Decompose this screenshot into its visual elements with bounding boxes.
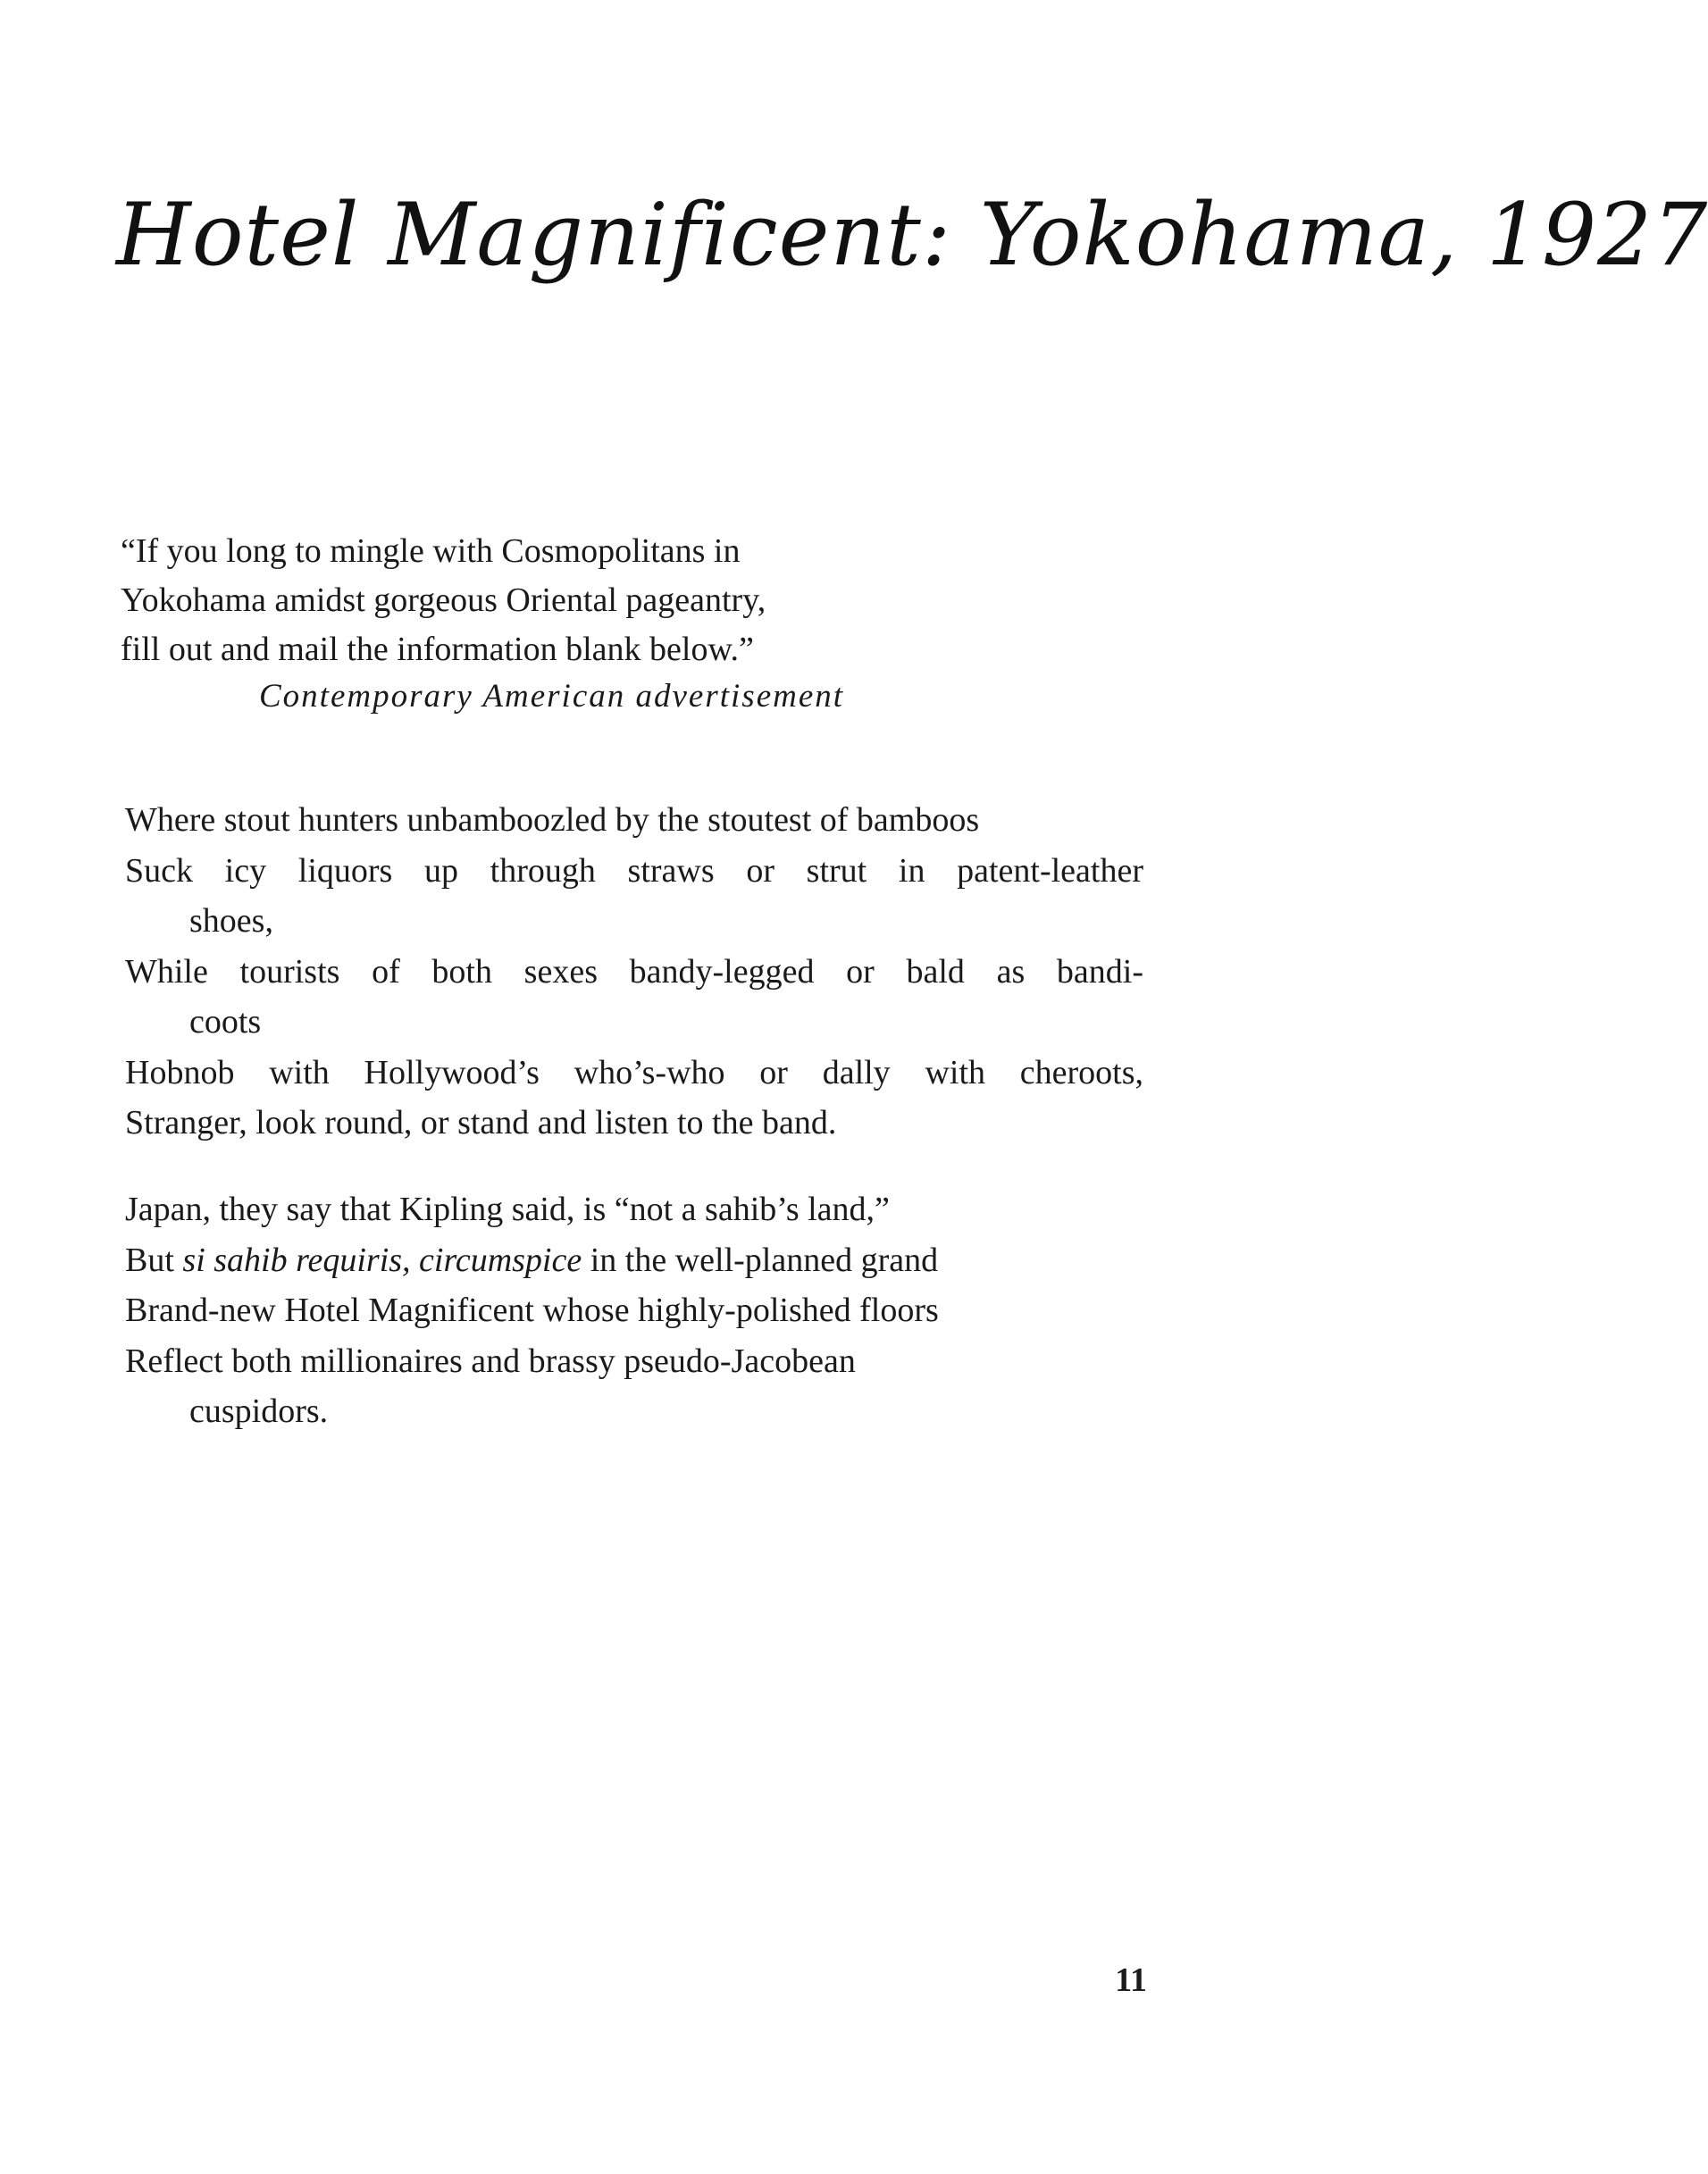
verse-line: Stranger, look round, or stand and listen to the band. bbox=[125, 1104, 837, 1141]
verse-line: Hobnob with Hollywood’s who’s-who or dally with cheroots, bbox=[125, 1053, 1143, 1091]
epigraph-line: “If you long to mingle with Cosmopolitans in bbox=[121, 532, 741, 570]
verse-text: But bbox=[125, 1241, 183, 1279]
verse-line-continuation: coots bbox=[189, 1003, 262, 1041]
stanza-1 bbox=[125, 795, 1143, 1149]
page-number: 11 bbox=[1115, 1961, 1147, 1999]
verse-line: While tourists of both sexes bandy-legged or bald as bandi- bbox=[125, 952, 1143, 991]
epigraph-line: Yokohama amidst gorgeous Oriental pageantry, bbox=[121, 581, 766, 619]
verse-line-continuation: shoes, bbox=[189, 902, 273, 940]
verse-line: Where stout hunters unbamboozled by the stoutest of bamboos bbox=[125, 801, 980, 839]
verse-line: Reflect both millionaires and brassy pseudo-Jacobean bbox=[125, 1342, 856, 1380]
latin-phrase: si sahib requiris, circumspice bbox=[182, 1241, 582, 1279]
verse-text: in the well-planned grand bbox=[582, 1241, 939, 1279]
page-title: Hotel Magnificent: Yokohama, 1927 bbox=[116, 185, 1708, 285]
stanza-2 bbox=[125, 1184, 1143, 1437]
verse-line: Suck icy liquors up through straws or strut in patent-leather bbox=[125, 851, 1143, 890]
verse-line: Brand-new Hotel Magnificent whose highly-polished floors bbox=[125, 1292, 939, 1329]
epigraph bbox=[121, 527, 925, 674]
verse-line bbox=[125, 1235, 1143, 1286]
verse-line: Japan, they say that Kipling said, is “not a sahib’s land,” bbox=[125, 1191, 890, 1228]
epigraph-line: fill out and mail the information blank below.” bbox=[121, 631, 754, 668]
epigraph-attribution: Contemporary American advertisement bbox=[259, 678, 845, 715]
verse-line-continuation: cuspidors. bbox=[189, 1392, 329, 1430]
